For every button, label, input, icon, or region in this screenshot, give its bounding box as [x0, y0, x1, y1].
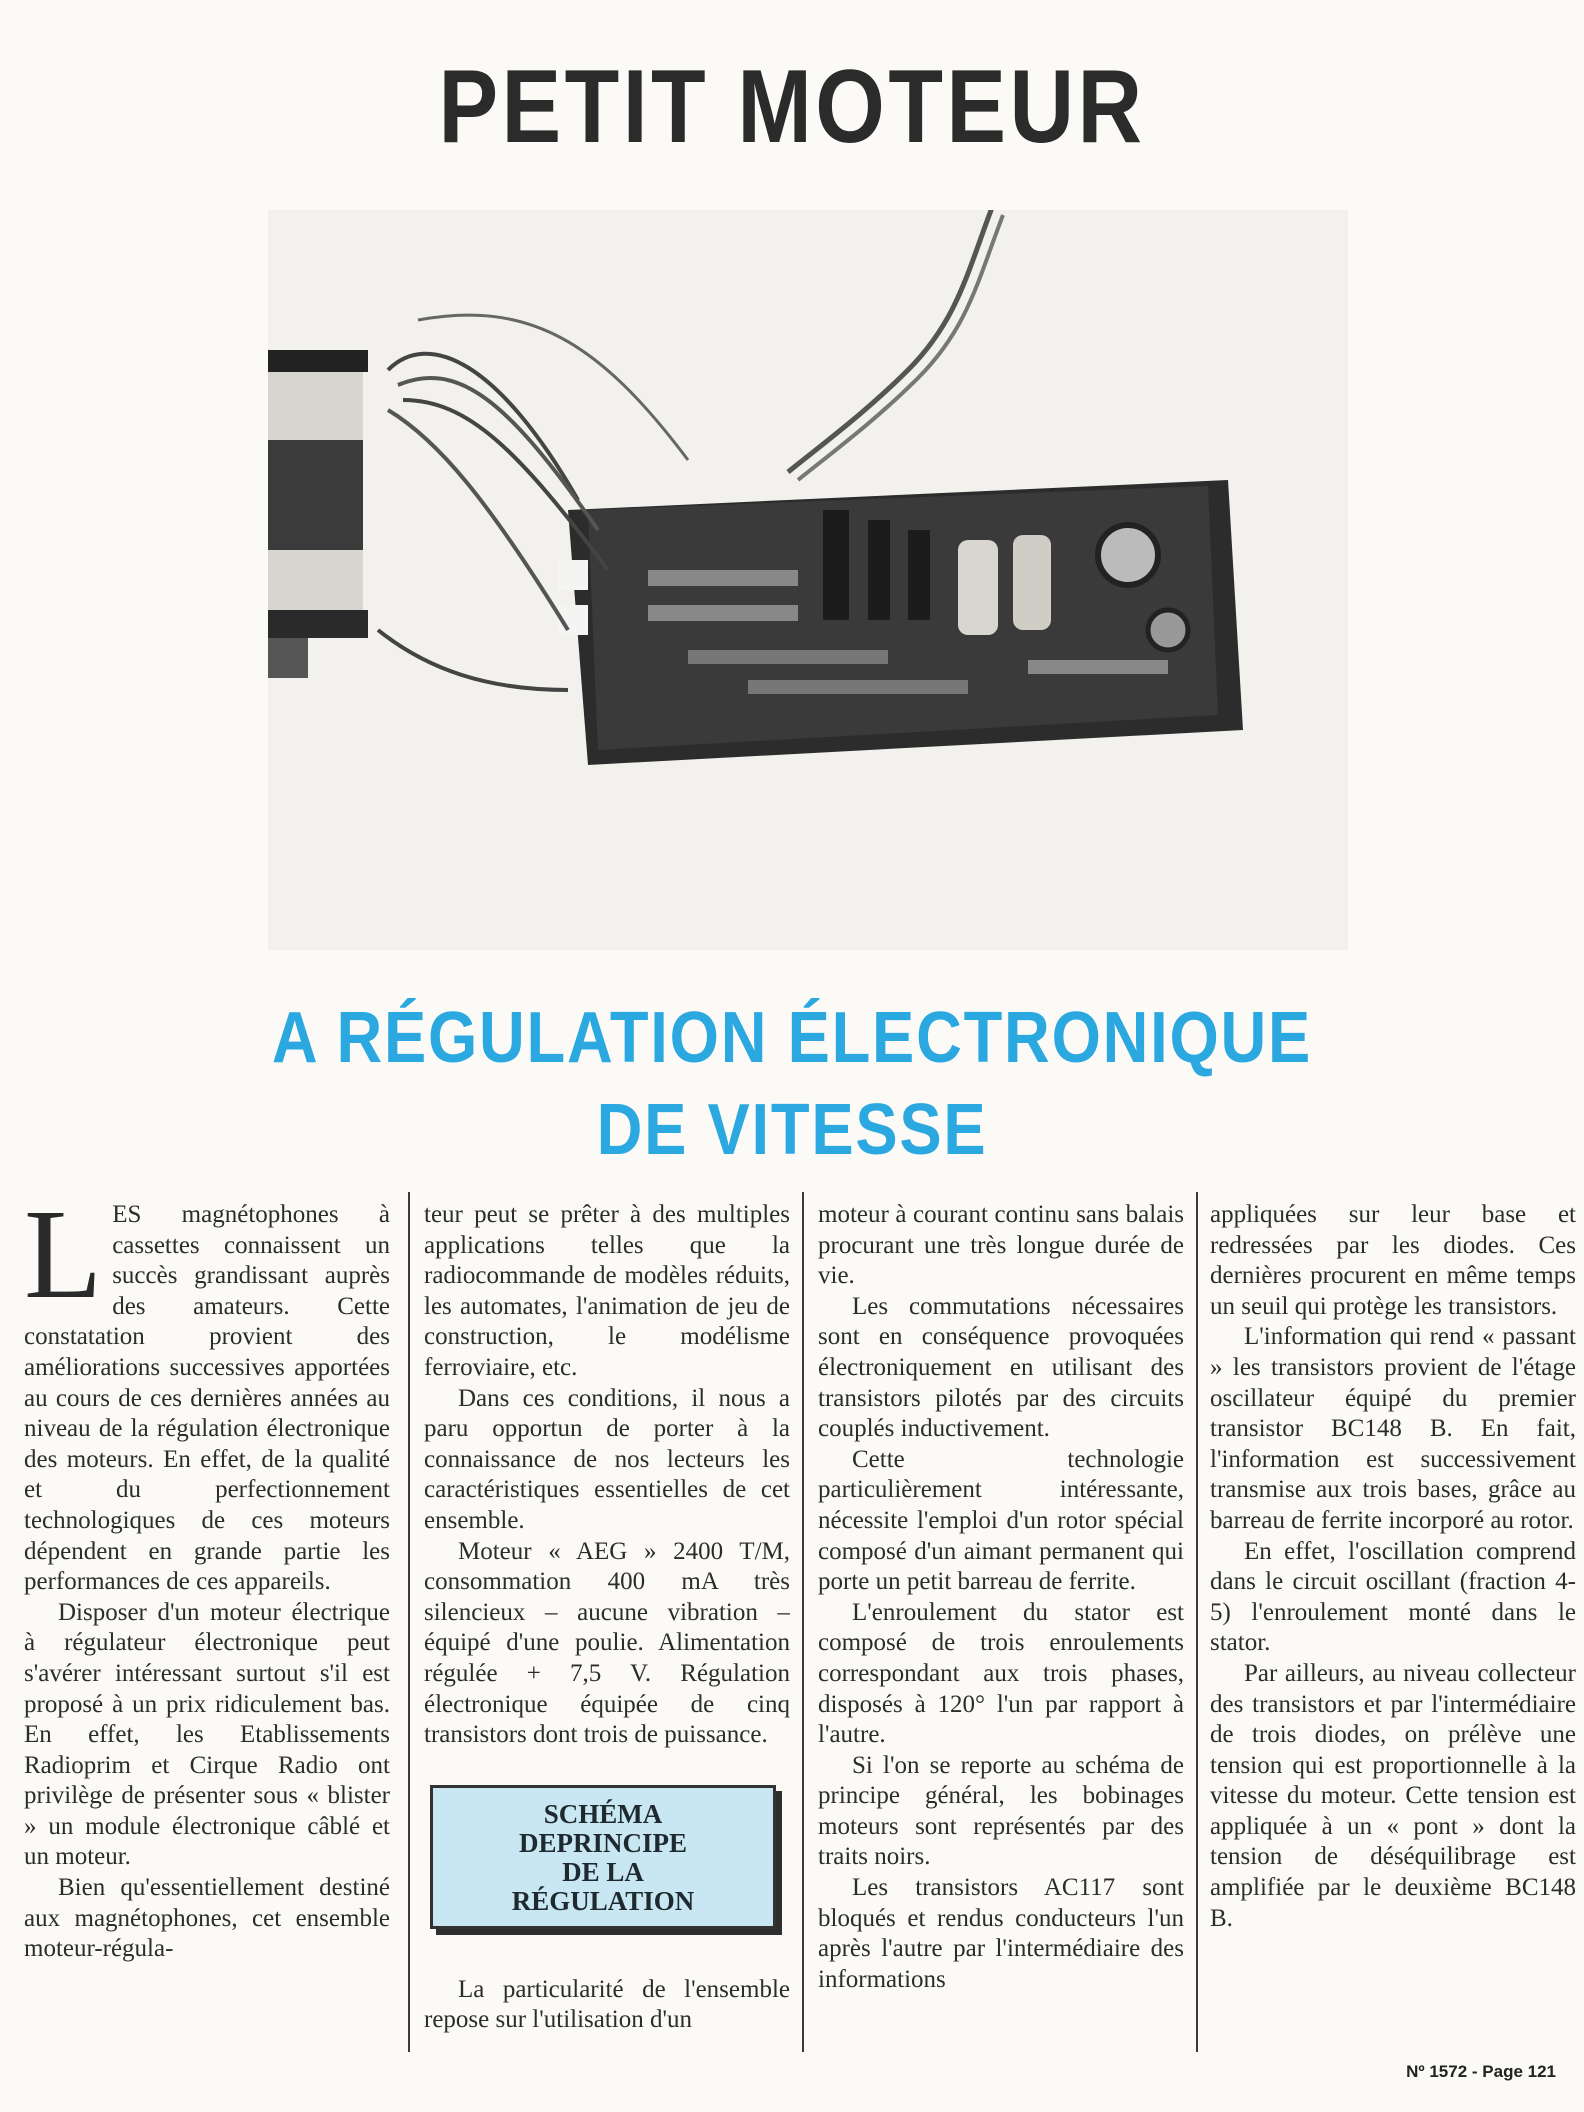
page-number: Nº 1572 - Page 121 — [1406, 2062, 1556, 2081]
paragraph: Moteur « AEG » 2400 T/M, consommation 400 mA très silencieux – aucune vibration – équipé d'une poulie. Alimentation régulée + 7,5 V. Régulation électronique équipée de cinq transistors dont trois de puissance. — [424, 1537, 790, 1749]
paragraph: LES magnétophones à cassettes connaissent un succès grandissant auprès des amateurs. Cette constatation provient des améliorations successives apportées au cours de ces dernières années au niveau de la régulation électronique des moteurs. En effet, de la qualité et du perfectionnement technologiques de ces moteurs dépendent en grande partie les performances de ces appareils. — [24, 1200, 390, 1596]
article-column-1 — [24, 1200, 390, 2045]
paragraph: Les transistors AC117 sont bloqués et rendus conducteurs l'un après l'autre par l'intermédiaire des informations — [818, 1874, 1184, 1993]
box-line: DE LA — [562, 1856, 644, 1887]
box-line: SCHÉMA — [543, 1798, 663, 1829]
motor-with-circuit-board-photo — [268, 210, 1348, 950]
article-column-4 — [1210, 1200, 1576, 2045]
paragraph: teur peut se prêter à des multiples applications telles que la radiocommande de modèles réduits, les automates, l'animation de jeu de construction, le modélisme ferroviaire, etc. — [424, 1201, 790, 1381]
page-subtitle — [95, 992, 1489, 1176]
article-column-2 — [424, 1200, 790, 2045]
paragraph: En effet, l'oscillation comprend dans le circuit oscillant (fraction 4-5) l'enroulement monté dans le stator. — [1210, 1537, 1576, 1657]
paragraph: L'information qui rend « passant » les transistors provient de l'étage oscillateur équipé du premier transistor BC148 B. En fait, l'information est successivement transmise aux trois bases, grâce au barreau de ferrite incorporé au rotor. — [1210, 1323, 1576, 1534]
paragraph: Cette technologie particulièrement intéressante, nécessite l'emploi d'un rotor spécial composé d'un aimant permanent qui porte un petit barreau de ferrite. — [818, 1445, 1184, 1596]
paragraph: Si l'on se reporte au schéma de principe général, les bobinages moteurs sont représentés par des traits noirs. — [818, 1751, 1184, 1871]
article-column-3 — [818, 1200, 1184, 2045]
paragraph: appliquées sur leur base et redressées par les diodes. Ces dernières procurent en même temps un seuil qui protège les transistors. — [1210, 1201, 1576, 1320]
column-divider — [408, 1192, 410, 2052]
box-line: RÉGULATION — [511, 1885, 695, 1916]
subtitle-line-2: DE VITESSE — [596, 1090, 988, 1170]
box-line: DEPRINCIPE — [518, 1827, 687, 1858]
paragraph: Les commutations nécessaires sont en conséquence provoquées électroniquement en utilisant des transistors pilotés par des circuits couplés inductivement. — [818, 1292, 1184, 1443]
column-divider — [802, 1192, 804, 2052]
paragraph: Bien qu'essentiellement destiné aux magnétophones, cet ensemble moteur-régula- — [24, 1874, 390, 1963]
section-heading-box — [430, 1785, 776, 1929]
drop-cap: L — [24, 1200, 103, 1325]
paragraph: moteur à courant continu sans balais procurant une très longue durée de vie. — [818, 1201, 1184, 1290]
paragraph: Par ailleurs, au niveau collecteur des transistors et par l'intermédiaire de trois diodes, on prélève une tension qui est proportionnelle à la vitesse du moteur. Cette tension est appliquée à un « pont » dont la tension de déséquilibrage est amplifiée par le deuxième BC148 B. — [1210, 1659, 1576, 1932]
column-divider — [1196, 1192, 1198, 2052]
paragraph: L'enroulement du stator est composé de trois enroulements correspondant aux trois phases, disposés à 120° l'un par rapport à l'autre. — [818, 1598, 1184, 1749]
paragraph: La particularité de l'ensemble repose sur l'utilisation d'un — [424, 1975, 790, 2034]
page-title: PETIT MOTEUR — [438, 49, 1146, 165]
paragraph: Disposer d'un moteur électrique à régulateur électronique peut s'avérer intéressant surtout s'il est proposé à un prix ridiculement bas. En effet, les Etablissements Radioprim et Cirque Radio ont privilège de présenter sous « blister » un module électronique câblé et un moteur. — [24, 1598, 390, 1871]
paragraph: Dans ces conditions, il nous a paru opportun de porter à la connaissance de nos lecteurs les caractéristiques essentielles de cet ensemble. — [424, 1384, 790, 1534]
subtitle-line-1: A RÉGULATION ÉLECTRONIQUE — [271, 998, 1313, 1078]
